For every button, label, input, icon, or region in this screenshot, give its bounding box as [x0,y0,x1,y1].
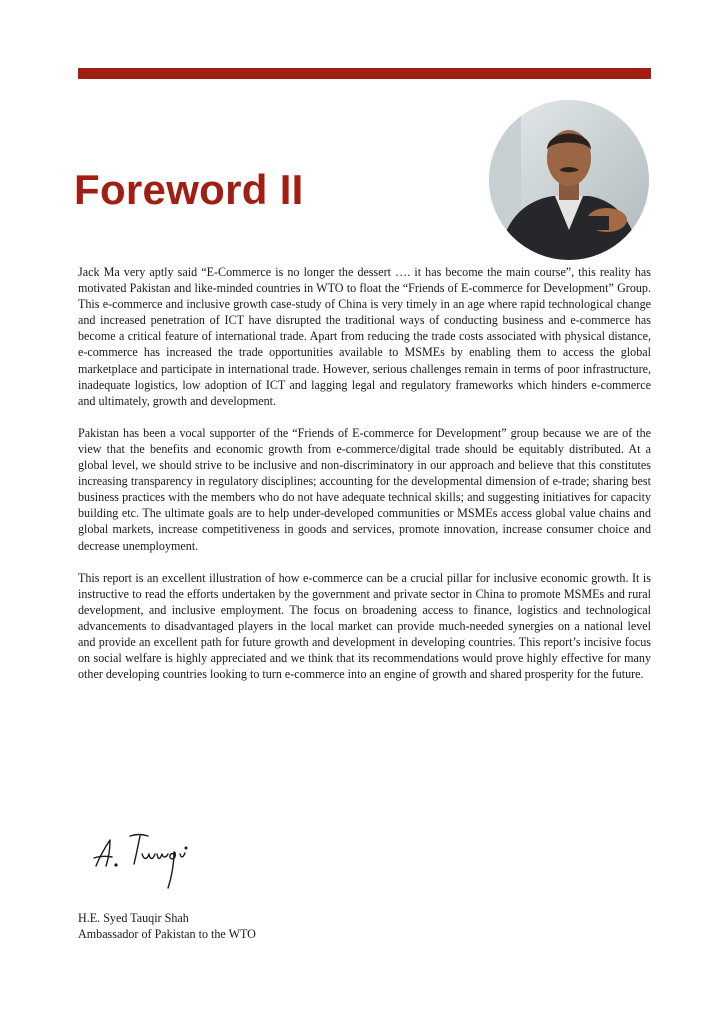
portrait-photo [489,100,649,260]
paragraph-2: Pakistan has been a vocal supporter of the “Friends of E-commerce for Development” group because we are of the view that the benefits and economic growth from e-commerce/digital trade should be equitably distributed. At a global level, we should strive to be inclusive and non-discriminatory in our approach and believe that this constitutes increasing transparency in regulatory disciplines; accounting for the developmental dimension of e-trade; sharing best business practices with the members who do not have adequate technical skills; and suggesting initiatives for capacity building etc. The ultimate goals are to help under-developed communities or MSMEs access global value chains and global markets, increase competitiveness in goods and services, promote innovation, increase consumer choice and decrease unemployment. [78,425,651,553]
handwritten-signature [90,826,210,896]
page-title: Foreword II [74,166,304,213]
signer-title: Ambassador of Pakistan to the WTO [78,927,256,941]
paragraph-1: Jack Ma very aptly said “E-Commerce is no longer the dessert …. it has become the main course”, this reality has motivated Pakistan and like-minded countries in WTO to float the “Friends of E-commerce for Development” Group. This e-commerce and inclusive growth case-study of China is very timely in an age where rapid technological change and increased penetration of ICT have disrupted the traditional ways of conducting business and e-commerce has become a critical feature of international trade. Apart from reducing the trade costs associated with physical distance, e-commerce has increased the trade opportunities available to MSMEs by enabling them to access the global marketplace and participate in international trade. However, serious challenges remain in terms of poor infrastructure, inadequate logistics, low adoption of ICT and lagging legal and regulatory frameworks which hinders e-commerce and ultimately, growth and development. [78,265,651,408]
portrait-illustration [489,100,649,260]
signer-block [78,910,256,942]
foreword-body [78,264,651,698]
header-rule [78,68,651,79]
signer-name: H.E. Syed Tauqir Shah [78,911,189,925]
paragraph-3: This report is an excellent illustration of how e-commerce can be a crucial pillar for inclusive economic growth. It is instructive to read the efforts undertaken by the government and private sector in China to promote MSMEs and rural development, and inclusive employment. The focus on broadening access to finance, logistics and technological advancements to disadvantaged players in the local market can provide much-needed synergies on a national level and provide an excellent path for future growth and development in developing countries. This report’s incisive focus on social welfare is highly appreciated and we think that its recommendations would prove highly effective for many other developing countries looking to turn e-commerce into an engine of growth and shared prosperity for the future. [78,570,651,682]
